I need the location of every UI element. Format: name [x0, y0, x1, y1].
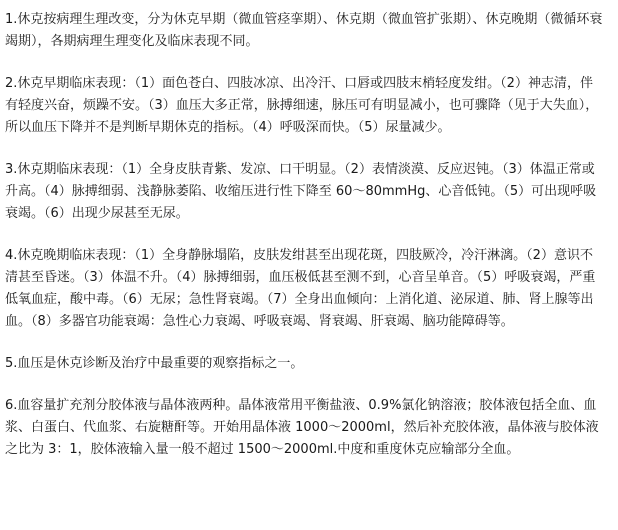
paragraph-6: 6.血容量扩充剂分胶体液与晶体液两种。晶体液常用平衡盐液、0.9%氯化钠溶液；胶体液包括全血、血浆、白蛋白、代血浆、右旋糖酐等。开始用晶体液 1000～2000ml，然后补充胶体液，晶体液与胶体液之比为 3：1，胶体液输入量一般不超过 1500～2000ml.中度和重度休克应输部分全血。 — [5, 398, 599, 457]
paragraph-3: 3.休克期临床表现：（1）全身皮肤青紫、发凉、口干明显。（2）表情淡漠、反应迟钝。（3）体温正常或升高。（4）脉搏细弱、浅静脉萎陷、收缩压进行性下降至 60～80mmHg、心音低钝。（5）可出现呼吸衰竭。（6）出现少尿甚至无尿。 — [5, 162, 597, 221]
paragraph-4: 4.休克晚期临床表现：（1）全身静脉塌陷，皮肤发绀甚至出现花斑，四肢厥冷，冷汗淋漓。（2）意识不清甚至昏迷。（3）体温不升。（4）脉搏细弱，血压极低甚至测不到，心音呈单音。（5）呼吸衰竭，严重低氧血症，酸中毒。（6）无尿；急性肾衰竭。（7）全身出血倾向：上消化道、泌尿道、肺、肾上腺等出血。（8）多器官功能衰竭：急性心力衰竭、呼吸衰竭、肾衰竭、肝衰竭、脑功能障碍等。 — [5, 248, 596, 329]
paragraph-5: 5.血压是休克诊断及治疗中最重要的观察指标之一。 — [5, 356, 304, 371]
document-body — [5, 9, 605, 461]
paragraph-1: 1.休克按病理生理改变，分为休克早期（微血管痉挛期）、休克期（微血管扩张期）、休克晚期（微循环衰竭期），各期病理生理变化及临床表现不同。 — [5, 12, 603, 49]
paragraph-2: 2.休克早期临床表现：（1）面色苍白、四肢冰凉、出冷汗、口唇或四肢末梢轻度发绀。（2）神志清，伴有轻度兴奋，烦躁不安。（3）血压大多正常，脉搏细速，脉压可有明显减小，也可骤降（见于大失血），所以血压下降并不是判断早期休克的指标。（4）呼吸深而快。（5）尿量减少。 — [5, 76, 599, 135]
